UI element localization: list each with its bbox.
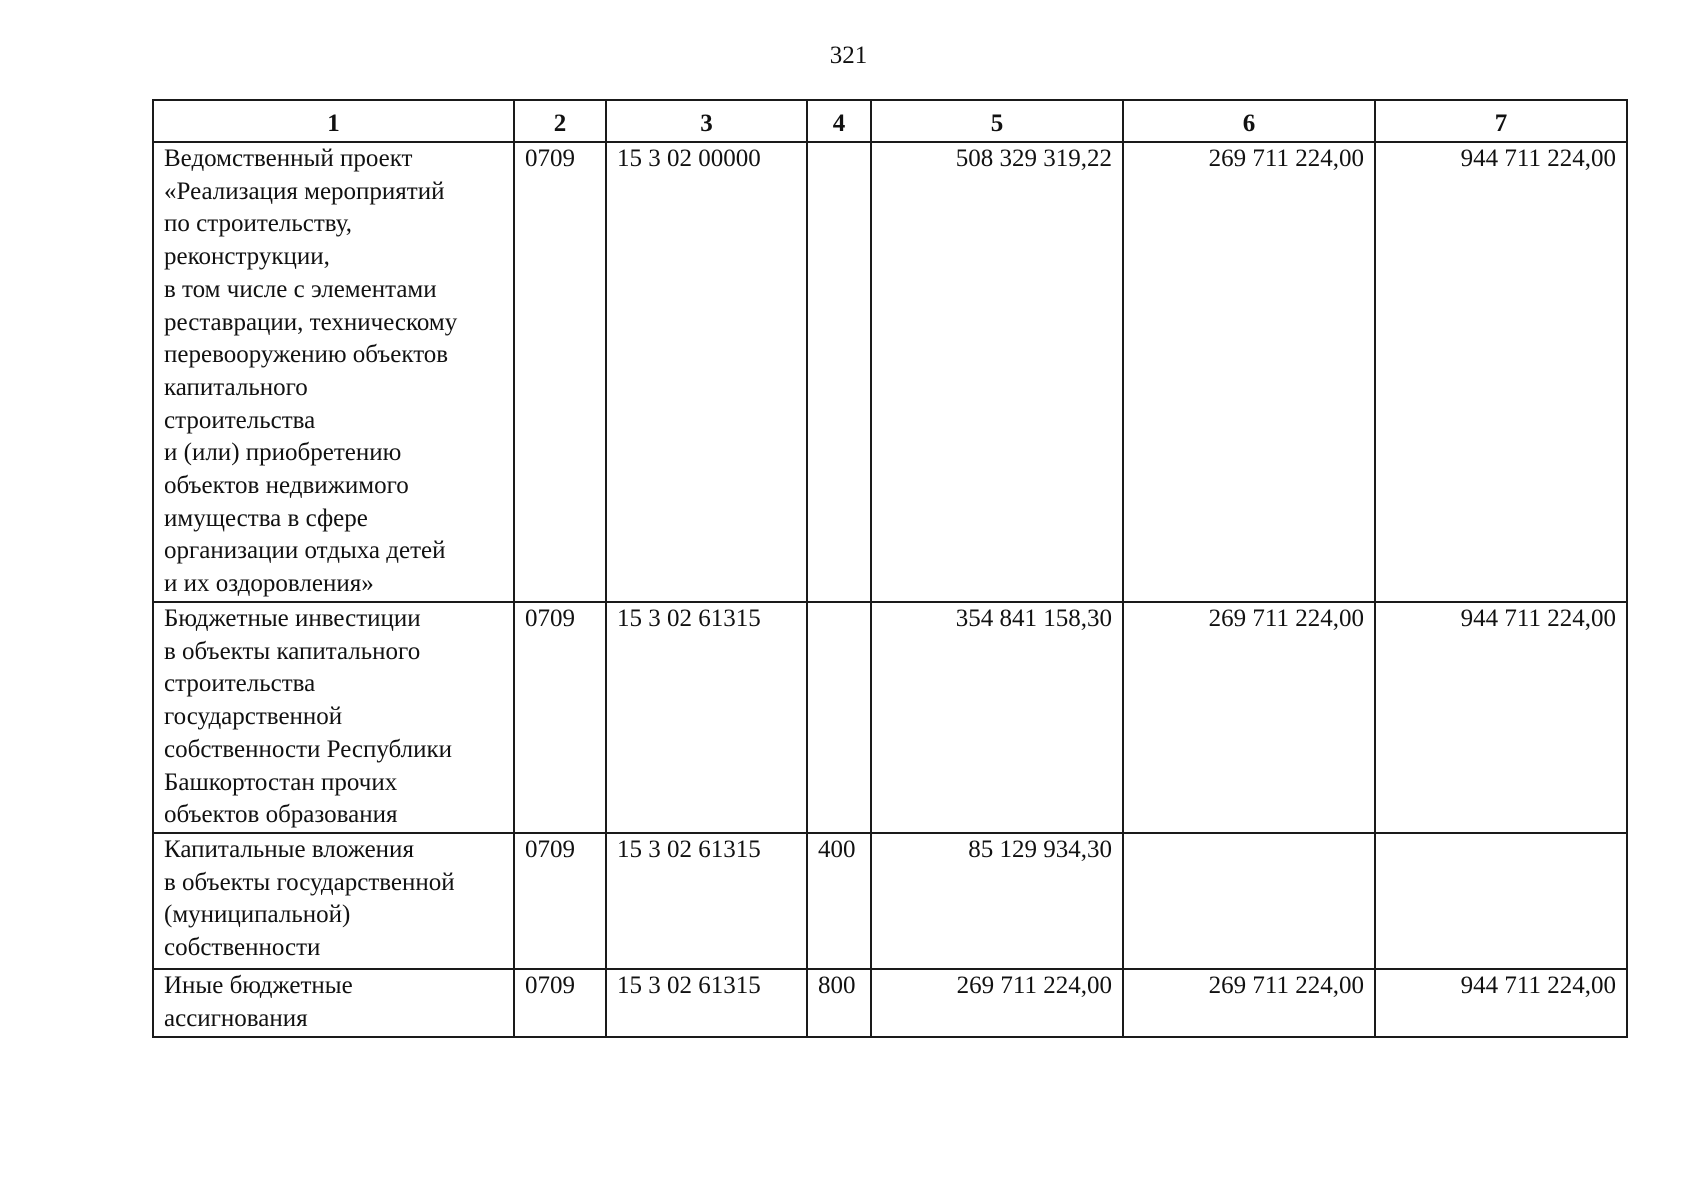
row-name-line: Ведомственный проект [164, 145, 413, 172]
table-row [153, 833, 1627, 969]
amount-col6-cell [1123, 833, 1375, 969]
row-name-cell [153, 969, 514, 1037]
row-name-line: ассигнования [164, 1004, 308, 1032]
row-name-line: (муниципальной) [164, 901, 351, 929]
budget-table [152, 99, 1628, 1038]
amount-col7-cell: 944 711 224,00 [1375, 142, 1627, 602]
row-name-line: собственности [164, 934, 321, 962]
row-name-cell [153, 602, 514, 833]
target-code-cell: 15 3 02 61315 [606, 969, 807, 1037]
section-code-cell: 0709 [514, 833, 606, 969]
amount-col7-cell: 944 711 224,00 [1375, 602, 1627, 833]
target-code-cell: 15 3 02 61315 [606, 833, 807, 969]
header-col-2: 2 [514, 100, 606, 142]
section-code-cell: 0709 [514, 969, 606, 1037]
row-name-line: строительства [164, 406, 316, 434]
table-row [153, 602, 1627, 833]
row-name-line: строительства [164, 670, 316, 698]
table-row [153, 142, 1627, 602]
row-name-line: имущества в сфере [164, 504, 368, 532]
amount-col5-cell: 354 841 158,30 [871, 602, 1123, 833]
section-code-cell: 0709 [514, 602, 606, 833]
row-name-cell [153, 833, 514, 969]
table-row [153, 969, 1627, 1037]
page-number: 321 [829, 42, 868, 69]
amount-col7-cell: 944 711 224,00 [1375, 969, 1627, 1037]
row-name-line: в объекты капитального [164, 637, 421, 665]
header-col-5: 5 [871, 100, 1123, 142]
expense-type-cell: 800 [807, 969, 871, 1037]
amount-col6-cell: 269 711 224,00 [1123, 602, 1375, 833]
header-col-7: 7 [1375, 100, 1627, 142]
row-name-line: Башкортостан прочих [164, 768, 398, 796]
amount-col5-cell: 85 129 934,30 [871, 833, 1123, 969]
amount-col5-cell: 508 329 319,22 [871, 142, 1123, 602]
header-row [153, 100, 1627, 142]
target-code-cell: 15 3 02 00000 [606, 142, 807, 602]
row-name-line: по строительству, [164, 210, 352, 238]
header-col-1: 1 [153, 100, 514, 142]
row-name-line: перевооружению объектов [164, 341, 449, 369]
row-name-line: организации отдыха детей [164, 537, 446, 565]
row-name-line: Иные бюджетные [164, 972, 353, 999]
expense-type-cell: 400 [807, 833, 871, 969]
row-name-line: и (или) приобретению [164, 439, 402, 467]
header-col-4: 4 [807, 100, 871, 142]
row-name-line: капитального [164, 373, 308, 401]
row-name-line: Бюджетные инвестиции [164, 605, 421, 632]
row-name-line: «Реализация мероприятий [164, 177, 445, 205]
header-col-6: 6 [1123, 100, 1375, 142]
section-code-cell: 0709 [514, 142, 606, 602]
expense-type-cell [807, 602, 871, 833]
row-name-cell [153, 142, 514, 602]
row-name-line: реставрации, техническому [164, 308, 458, 336]
row-name-line: и их оздоровления» [164, 570, 374, 598]
expense-type-cell [807, 142, 871, 602]
row-name-line: объектов недвижимого [164, 472, 409, 500]
row-name-line: Капитальные вложения [164, 836, 414, 863]
row-name-line: собственности Республики [164, 735, 453, 763]
row-name-line: объектов образования [164, 801, 398, 829]
row-name-line: государственной [164, 703, 343, 731]
amount-col6-cell: 269 711 224,00 [1123, 142, 1375, 602]
row-name-line: в том числе с элементами [164, 275, 437, 303]
row-name-line: реконструкции, [164, 243, 330, 271]
amount-col5-cell: 269 711 224,00 [871, 969, 1123, 1037]
target-code-cell: 15 3 02 61315 [606, 602, 807, 833]
header-col-3: 3 [606, 100, 807, 142]
amount-col6-cell: 269 711 224,00 [1123, 969, 1375, 1037]
row-name-line: в объекты государственной [164, 868, 455, 896]
amount-col7-cell [1375, 833, 1627, 969]
